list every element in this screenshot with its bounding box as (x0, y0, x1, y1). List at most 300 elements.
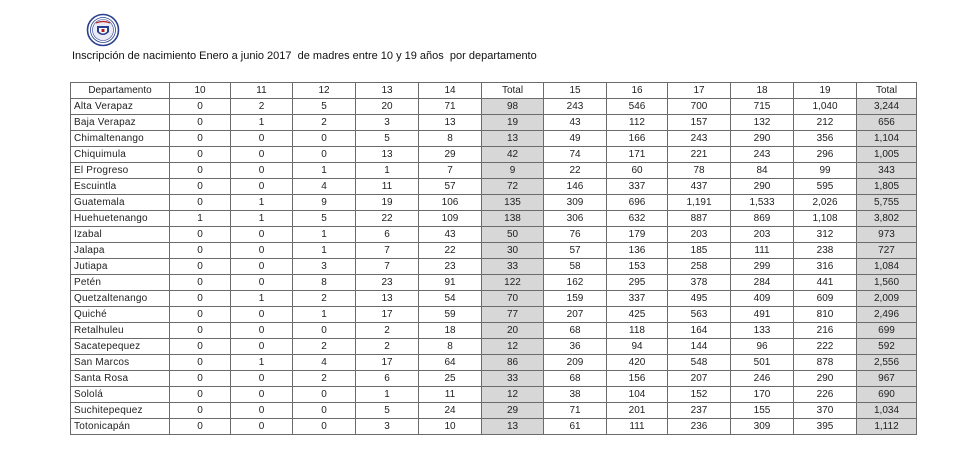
value-cell: 0 (170, 323, 231, 339)
value-cell: 878 (794, 355, 857, 371)
header-row (71, 83, 917, 99)
value-cell: 13 (356, 147, 419, 163)
value-cell: 99 (794, 163, 857, 179)
value-cell: 295 (607, 275, 668, 291)
total-cell: 77 (482, 307, 544, 323)
table-row (71, 291, 917, 307)
table-row (71, 243, 917, 259)
value-cell: 8 (419, 131, 482, 147)
value-cell: 0 (170, 355, 231, 371)
value-cell: 58 (544, 259, 607, 275)
header-age: 16 (607, 83, 668, 99)
value-cell: 0 (170, 131, 231, 147)
value-cell: 209 (544, 355, 607, 371)
value-cell: 0 (293, 323, 356, 339)
total-cell: 135 (482, 195, 544, 211)
value-cell: 43 (419, 227, 482, 243)
value-cell: 0 (170, 371, 231, 387)
value-cell: 0 (170, 387, 231, 403)
value-cell: 0 (293, 147, 356, 163)
value-cell: 0 (231, 259, 293, 275)
value-cell: 299 (731, 259, 794, 275)
value-cell: 1 (293, 163, 356, 179)
value-cell: 7 (419, 163, 482, 179)
total-cell: 86 (482, 355, 544, 371)
value-cell: 49 (544, 131, 607, 147)
table-row (71, 387, 917, 403)
department-cell: Quetzaltenango (71, 291, 170, 307)
header-age: 10 (170, 83, 231, 99)
total-cell: 343 (857, 163, 917, 179)
value-cell: 609 (794, 291, 857, 307)
value-cell: 0 (170, 307, 231, 323)
value-cell: 243 (668, 131, 731, 147)
value-cell: 0 (170, 115, 231, 131)
value-cell: 0 (170, 195, 231, 211)
value-cell: 1,040 (794, 99, 857, 115)
value-cell: 0 (170, 163, 231, 179)
value-cell: 0 (170, 147, 231, 163)
value-cell: 61 (544, 419, 607, 435)
department-cell: San Marcos (71, 355, 170, 371)
value-cell: 109 (419, 211, 482, 227)
value-cell: 0 (231, 419, 293, 435)
data-table (70, 82, 917, 435)
table-row (71, 403, 917, 419)
value-cell: 437 (668, 179, 731, 195)
value-cell: 71 (544, 403, 607, 419)
total-cell: 30 (482, 243, 544, 259)
total-cell: 699 (857, 323, 917, 339)
department-cell: Huehuetenango (71, 211, 170, 227)
value-cell: 8 (419, 339, 482, 355)
value-cell: 84 (731, 163, 794, 179)
value-cell: 19 (356, 195, 419, 211)
table-row (71, 147, 917, 163)
total-cell: 12 (482, 339, 544, 355)
total-cell: 973 (857, 227, 917, 243)
value-cell: 171 (607, 147, 668, 163)
department-cell: Petén (71, 275, 170, 291)
value-cell: 1 (231, 115, 293, 131)
value-cell: 96 (731, 339, 794, 355)
header-age: 15 (544, 83, 607, 99)
value-cell: 700 (668, 99, 731, 115)
department-cell: Jalapa (71, 243, 170, 259)
value-cell: 5 (356, 403, 419, 419)
value-cell: 243 (544, 99, 607, 115)
value-cell: 0 (293, 387, 356, 403)
total-cell: 50 (482, 227, 544, 243)
value-cell: 306 (544, 211, 607, 227)
department-cell: Sololá (71, 387, 170, 403)
header-age: 17 (668, 83, 731, 99)
total-cell: 656 (857, 115, 917, 131)
total-cell: 138 (482, 211, 544, 227)
total-cell: 1,805 (857, 179, 917, 195)
department-cell: Guatemala (71, 195, 170, 211)
value-cell: 356 (794, 131, 857, 147)
total-cell: 2,556 (857, 355, 917, 371)
value-cell: 221 (668, 147, 731, 163)
value-cell: 0 (231, 227, 293, 243)
value-cell: 22 (544, 163, 607, 179)
value-cell: 5 (356, 131, 419, 147)
value-cell: 11 (356, 179, 419, 195)
value-cell: 36 (544, 339, 607, 355)
table-row (71, 307, 917, 323)
total-cell: 98 (482, 99, 544, 115)
value-cell: 237 (668, 403, 731, 419)
total-cell: 727 (857, 243, 917, 259)
value-cell: 0 (293, 419, 356, 435)
value-cell: 309 (731, 419, 794, 435)
department-cell: Suchitepequez (71, 403, 170, 419)
value-cell: 17 (356, 355, 419, 371)
header-department: Departamento (71, 83, 170, 99)
value-cell: 1,191 (668, 195, 731, 211)
value-cell: 0 (170, 99, 231, 115)
table-row (71, 163, 917, 179)
value-cell: 715 (731, 99, 794, 115)
total-cell: 29 (482, 403, 544, 419)
value-cell: 0 (170, 259, 231, 275)
value-cell: 1 (231, 355, 293, 371)
value-cell: 20 (356, 99, 419, 115)
table-row (71, 259, 917, 275)
value-cell: 179 (607, 227, 668, 243)
value-cell: 136 (607, 243, 668, 259)
value-cell: 207 (668, 371, 731, 387)
value-cell: 2,026 (794, 195, 857, 211)
value-cell: 2 (293, 339, 356, 355)
value-cell: 29 (419, 147, 482, 163)
value-cell: 71 (419, 99, 482, 115)
value-cell: 133 (731, 323, 794, 339)
value-cell: 409 (731, 291, 794, 307)
value-cell: 441 (794, 275, 857, 291)
value-cell: 548 (668, 355, 731, 371)
value-cell: 0 (170, 227, 231, 243)
value-cell: 1 (231, 291, 293, 307)
total-cell: 42 (482, 147, 544, 163)
header-age: 13 (356, 83, 419, 99)
header-total: Total (482, 83, 544, 99)
value-cell: 11 (419, 387, 482, 403)
total-cell: 3,802 (857, 211, 917, 227)
value-cell: 25 (419, 371, 482, 387)
value-cell: 43 (544, 115, 607, 131)
value-cell: 2 (231, 99, 293, 115)
total-cell: 3,244 (857, 99, 917, 115)
value-cell: 156 (607, 371, 668, 387)
value-cell: 632 (607, 211, 668, 227)
table-row (71, 339, 917, 355)
value-cell: 290 (731, 131, 794, 147)
department-cell: Baja Verapaz (71, 115, 170, 131)
value-cell: 1 (356, 163, 419, 179)
value-cell: 3 (356, 419, 419, 435)
header-age: 18 (731, 83, 794, 99)
value-cell: 0 (231, 403, 293, 419)
value-cell: 112 (607, 115, 668, 131)
value-cell: 22 (356, 211, 419, 227)
total-cell: 122 (482, 275, 544, 291)
value-cell: 370 (794, 403, 857, 419)
value-cell: 91 (419, 275, 482, 291)
total-cell: 9 (482, 163, 544, 179)
total-cell: 1,034 (857, 403, 917, 419)
value-cell: 0 (231, 147, 293, 163)
value-cell: 1 (170, 211, 231, 227)
value-cell: 76 (544, 227, 607, 243)
value-cell: 296 (794, 147, 857, 163)
total-cell: 70 (482, 291, 544, 307)
value-cell: 0 (231, 179, 293, 195)
value-cell: 563 (668, 307, 731, 323)
header-age: 11 (231, 83, 293, 99)
value-cell: 170 (731, 387, 794, 403)
value-cell: 1,533 (731, 195, 794, 211)
header-age: 14 (419, 83, 482, 99)
value-cell: 111 (607, 419, 668, 435)
total-cell: 967 (857, 371, 917, 387)
total-cell: 33 (482, 371, 544, 387)
department-cell: Santa Rosa (71, 371, 170, 387)
total-cell: 2,496 (857, 307, 917, 323)
value-cell: 290 (731, 179, 794, 195)
total-cell: 2,009 (857, 291, 917, 307)
value-cell: 0 (170, 275, 231, 291)
value-cell: 238 (794, 243, 857, 259)
value-cell: 5 (293, 211, 356, 227)
value-cell: 309 (544, 195, 607, 211)
table-row (71, 419, 917, 435)
total-cell: 1,112 (857, 419, 917, 435)
value-cell: 17 (356, 307, 419, 323)
value-cell: 1 (231, 195, 293, 211)
value-cell: 810 (794, 307, 857, 323)
department-cell: Alta Verapaz (71, 99, 170, 115)
value-cell: 64 (419, 355, 482, 371)
value-cell: 495 (668, 291, 731, 307)
value-cell: 887 (668, 211, 731, 227)
value-cell: 378 (668, 275, 731, 291)
value-cell: 2 (356, 323, 419, 339)
value-cell: 94 (607, 339, 668, 355)
total-cell: 592 (857, 339, 917, 355)
value-cell: 23 (419, 259, 482, 275)
value-cell: 118 (607, 323, 668, 339)
value-cell: 7 (356, 259, 419, 275)
value-cell: 3 (293, 259, 356, 275)
value-cell: 4 (293, 355, 356, 371)
total-cell: 20 (482, 323, 544, 339)
total-cell: 1,104 (857, 131, 917, 147)
department-cell: El Progreso (71, 163, 170, 179)
value-cell: 0 (293, 403, 356, 419)
value-cell: 13 (356, 291, 419, 307)
table-row (71, 371, 917, 387)
value-cell: 0 (170, 419, 231, 435)
value-cell: 111 (731, 243, 794, 259)
value-cell: 2 (293, 115, 356, 131)
value-cell: 10 (419, 419, 482, 435)
value-cell: 0 (293, 131, 356, 147)
department-cell: Totonicapán (71, 419, 170, 435)
value-cell: 54 (419, 291, 482, 307)
value-cell: 491 (731, 307, 794, 323)
value-cell: 153 (607, 259, 668, 275)
value-cell: 0 (231, 339, 293, 355)
table-row (71, 115, 917, 131)
total-cell: 1,005 (857, 147, 917, 163)
value-cell: 159 (544, 291, 607, 307)
value-cell: 595 (794, 179, 857, 195)
table-row (71, 227, 917, 243)
value-cell: 38 (544, 387, 607, 403)
value-cell: 78 (668, 163, 731, 179)
value-cell: 68 (544, 371, 607, 387)
value-cell: 1 (231, 211, 293, 227)
value-cell: 68 (544, 323, 607, 339)
page-title: Inscripción de nacimiento Enero a junio 2017 de madres entre 10 y 19 años por departamento (72, 50, 537, 62)
value-cell: 146 (544, 179, 607, 195)
value-cell: 420 (607, 355, 668, 371)
value-cell: 203 (668, 227, 731, 243)
value-cell: 144 (668, 339, 731, 355)
total-cell: 33 (482, 259, 544, 275)
value-cell: 7 (356, 243, 419, 259)
coat-of-arms-icon (86, 13, 120, 47)
value-cell: 22 (419, 243, 482, 259)
department-cell: Escuintla (71, 179, 170, 195)
table-row (71, 99, 917, 115)
value-cell: 869 (731, 211, 794, 227)
value-cell: 0 (231, 307, 293, 323)
value-cell: 132 (731, 115, 794, 131)
department-cell: Jutiapa (71, 259, 170, 275)
value-cell: 1 (293, 227, 356, 243)
value-cell: 185 (668, 243, 731, 259)
value-cell: 106 (419, 195, 482, 211)
total-cell: 19 (482, 115, 544, 131)
value-cell: 57 (419, 179, 482, 195)
value-cell: 395 (794, 419, 857, 435)
table-row (71, 179, 917, 195)
table-row (71, 131, 917, 147)
value-cell: 246 (731, 371, 794, 387)
value-cell: 207 (544, 307, 607, 323)
value-cell: 501 (731, 355, 794, 371)
value-cell: 312 (794, 227, 857, 243)
value-cell: 166 (607, 131, 668, 147)
value-cell: 0 (231, 275, 293, 291)
value-cell: 546 (607, 99, 668, 115)
value-cell: 2 (293, 291, 356, 307)
table-row (71, 355, 917, 371)
value-cell: 0 (231, 163, 293, 179)
value-cell: 13 (419, 115, 482, 131)
department-cell: Izabal (71, 227, 170, 243)
value-cell: 696 (607, 195, 668, 211)
value-cell: 6 (356, 371, 419, 387)
value-cell: 0 (170, 291, 231, 307)
department-cell: Chimaltenango (71, 131, 170, 147)
value-cell: 201 (607, 403, 668, 419)
table-row (71, 323, 917, 339)
value-cell: 236 (668, 419, 731, 435)
value-cell: 1 (356, 387, 419, 403)
value-cell: 0 (231, 323, 293, 339)
value-cell: 1 (293, 307, 356, 323)
value-cell: 57 (544, 243, 607, 259)
value-cell: 3 (356, 115, 419, 131)
value-cell: 162 (544, 275, 607, 291)
department-cell: Sacatepequez (71, 339, 170, 355)
value-cell: 5 (293, 99, 356, 115)
total-cell: 690 (857, 387, 917, 403)
total-cell: 13 (482, 131, 544, 147)
value-cell: 24 (419, 403, 482, 419)
value-cell: 0 (170, 403, 231, 419)
value-cell: 164 (668, 323, 731, 339)
total-cell: 12 (482, 387, 544, 403)
value-cell: 243 (731, 147, 794, 163)
value-cell: 1,108 (794, 211, 857, 227)
value-cell: 284 (731, 275, 794, 291)
value-cell: 8 (293, 275, 356, 291)
table-row (71, 195, 917, 211)
value-cell: 425 (607, 307, 668, 323)
value-cell: 152 (668, 387, 731, 403)
department-cell: Chiquimula (71, 147, 170, 163)
total-cell: 72 (482, 179, 544, 195)
value-cell: 104 (607, 387, 668, 403)
value-cell: 59 (419, 307, 482, 323)
value-cell: 226 (794, 387, 857, 403)
value-cell: 60 (607, 163, 668, 179)
value-cell: 337 (607, 179, 668, 195)
value-cell: 0 (170, 179, 231, 195)
header-total: Total (857, 83, 917, 99)
header-age: 12 (293, 83, 356, 99)
department-cell: Retalhuleu (71, 323, 170, 339)
value-cell: 316 (794, 259, 857, 275)
value-cell: 4 (293, 179, 356, 195)
value-cell: 6 (356, 227, 419, 243)
value-cell: 222 (794, 339, 857, 355)
value-cell: 258 (668, 259, 731, 275)
value-cell: 23 (356, 275, 419, 291)
value-cell: 18 (419, 323, 482, 339)
value-cell: 1 (293, 243, 356, 259)
total-cell: 5,755 (857, 195, 917, 211)
value-cell: 0 (170, 243, 231, 259)
value-cell: 0 (231, 371, 293, 387)
value-cell: 2 (356, 339, 419, 355)
value-cell: 2 (293, 371, 356, 387)
value-cell: 74 (544, 147, 607, 163)
table-row (71, 211, 917, 227)
value-cell: 9 (293, 195, 356, 211)
header-age: 19 (794, 83, 857, 99)
value-cell: 290 (794, 371, 857, 387)
department-cell: Quiché (71, 307, 170, 323)
value-cell: 155 (731, 403, 794, 419)
value-cell: 0 (231, 243, 293, 259)
total-cell: 1,084 (857, 259, 917, 275)
